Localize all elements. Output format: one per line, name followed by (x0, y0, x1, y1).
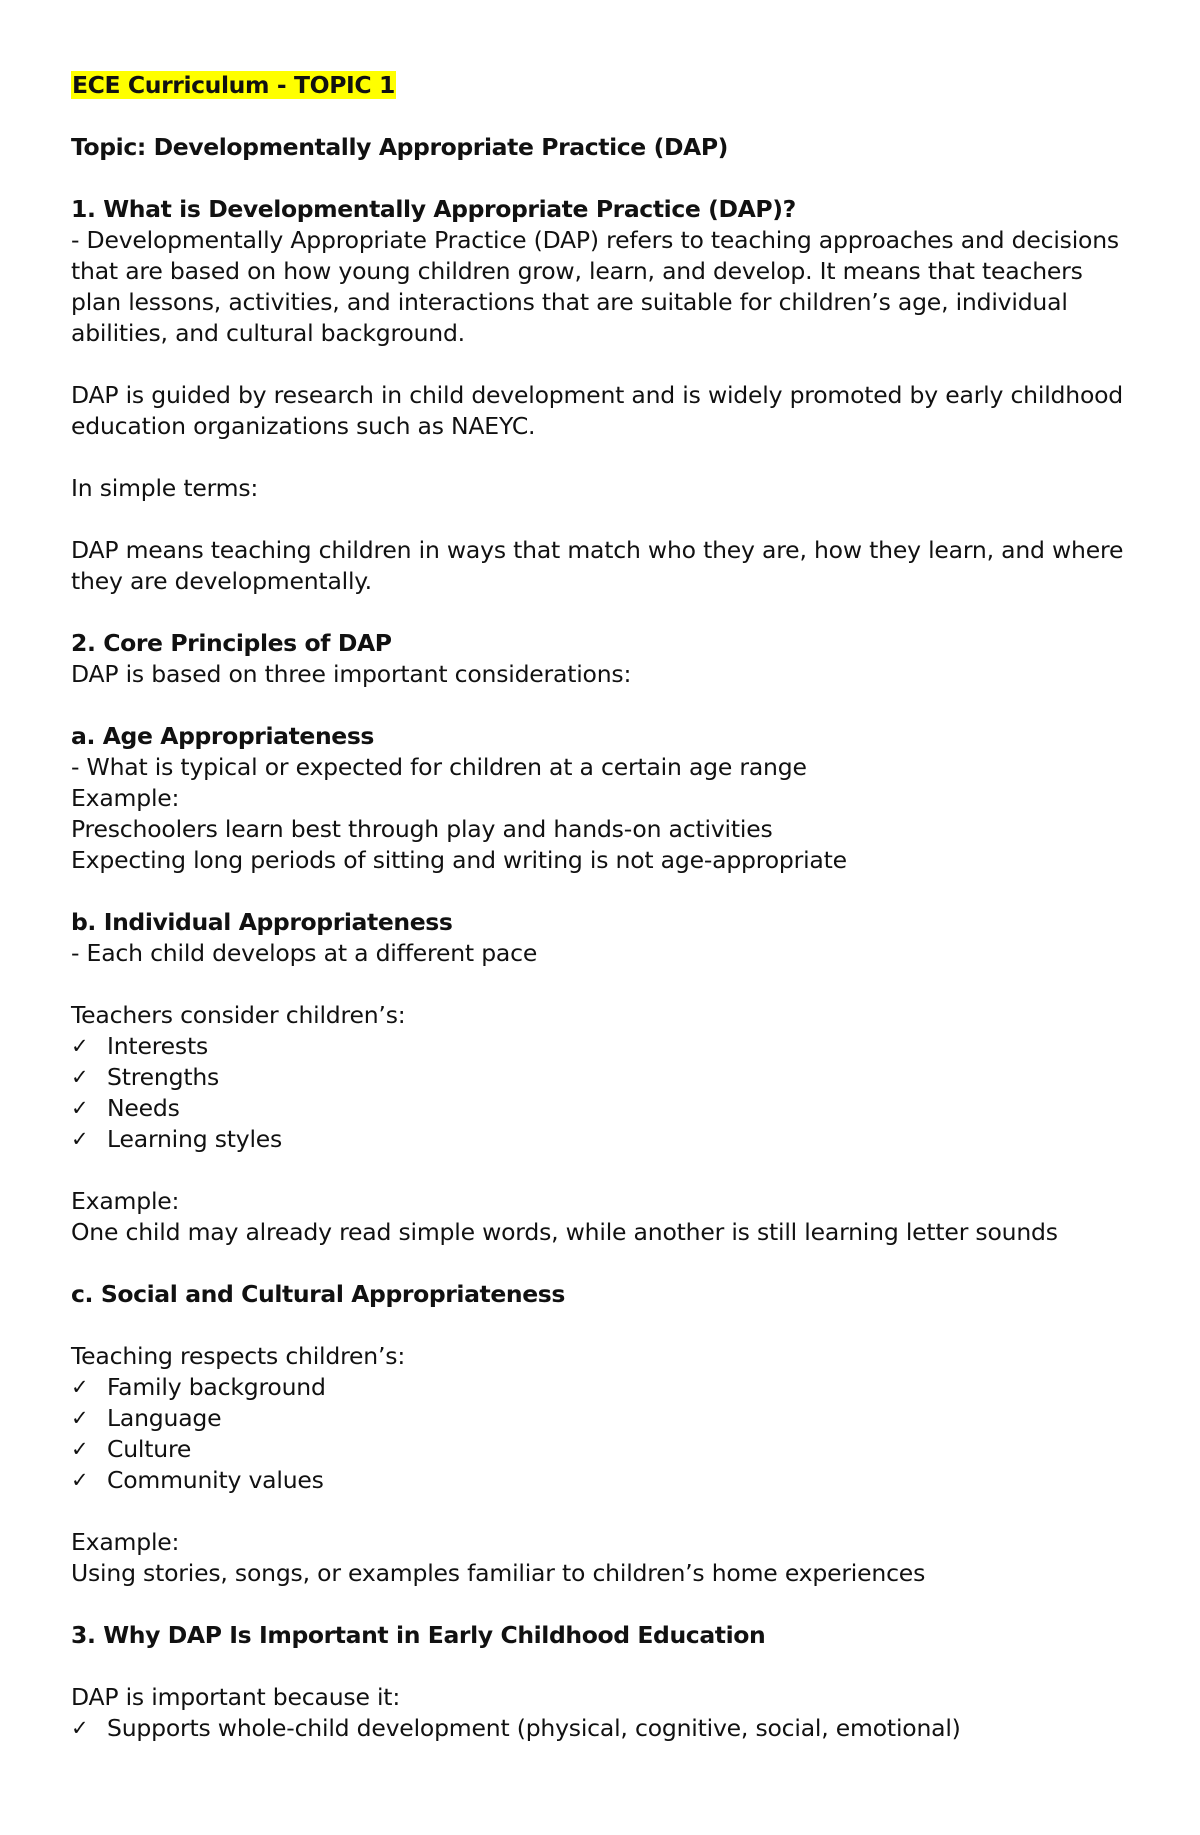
section-2-heading: 2. Core Principles of DAP (71, 629, 392, 657)
checkmark-icon: ✓ (71, 1065, 89, 1089)
topic-heading: Topic: Developmentally Appropriate Practice (DAP) (71, 133, 729, 161)
spacer (71, 1248, 1131, 1279)
spacer (71, 349, 1131, 380)
spacer (71, 1589, 1131, 1620)
spacer (71, 442, 1131, 473)
section-2-intro: DAP is based on three important considerations: (71, 660, 632, 688)
checkmark-icon: ✓ (71, 1716, 89, 1740)
check-list-item (71, 1403, 1131, 1434)
check-list-item (71, 1434, 1131, 1465)
spacer (71, 1310, 1131, 1341)
spacer (71, 163, 1131, 194)
section-3-intro: DAP is important because it: (71, 1683, 401, 1711)
spacer (71, 1496, 1131, 1527)
check-list-label: Supports whole-child development (physical, cognitive, social, emotional) (107, 1714, 961, 1742)
checkmark-icon: ✓ (71, 1127, 89, 1151)
section-3-heading: 3. Why DAP Is Important in Early Childhood Education (71, 1621, 766, 1649)
check-list-label: Needs (107, 1094, 180, 1122)
spacer (71, 969, 1131, 1000)
checkmark-icon: ✓ (71, 1375, 89, 1399)
simple-terms-line: they are developmentally. (71, 567, 372, 595)
subsection-c-respects: Teaching respects children’s: (71, 1342, 406, 1370)
subsection-a-example: Preschoolers learn best through play and hands-on activities (71, 815, 773, 843)
simple-terms-label: In simple terms: (71, 474, 259, 502)
subsection-a-heading: a. Age Appropriateness (71, 722, 374, 750)
spacer (71, 1651, 1131, 1682)
title-highlight: ECE Curriculum - TOPIC 1 (72, 71, 395, 99)
subsection-b-desc: - Each child develops at a different pace (71, 939, 538, 967)
check-list-item (71, 1465, 1131, 1496)
section-1-line: that are based on how young children grow, learn, and develop. It means that teachers (71, 257, 1083, 285)
checkmark-icon: ✓ (71, 1437, 89, 1461)
section-1-line: - Developmentally Appropriate Practice (DAP) refers to teaching approaches and decisions (71, 226, 1119, 254)
check-list-label: Culture (107, 1435, 192, 1463)
spacer (71, 597, 1131, 628)
checkmark-icon: ✓ (71, 1034, 89, 1058)
check-list-item (71, 1372, 1131, 1403)
document-title (71, 70, 1131, 101)
check-list-label: Language (107, 1404, 222, 1432)
subsection-a-example: Expecting long periods of sitting and writing is not age-appropriate (71, 846, 847, 874)
checkmark-icon: ✓ (71, 1406, 89, 1430)
spacer (71, 504, 1131, 535)
subsection-a-example-label: Example: (71, 784, 180, 812)
spacer (71, 1155, 1131, 1186)
simple-terms-line: DAP means teaching children in ways that match who they are, how they learn, and where (71, 536, 1124, 564)
document-page (71, 70, 1131, 1744)
checkmark-icon: ✓ (71, 1096, 89, 1120)
subsection-c-example: Using stories, songs, or examples familiar to children’s home experiences (71, 1559, 926, 1587)
check-list-item (71, 1093, 1131, 1124)
section-1-heading: 1. What is Developmentally Appropriate Practice (DAP)? (71, 195, 796, 223)
subsection-b-example-label: Example: (71, 1187, 180, 1215)
check-list-item (71, 1713, 1131, 1744)
check-list-label: Learning styles (107, 1125, 283, 1153)
check-list-label: Family background (107, 1373, 326, 1401)
check-list-item (71, 1031, 1131, 1062)
subsection-b-example: One child may already read simple words, while another is still learning letter sounds (71, 1218, 1058, 1246)
check-list-label: Interests (107, 1032, 209, 1060)
check-list-label: Strengths (107, 1063, 220, 1091)
spacer (71, 101, 1131, 132)
checkmark-icon: ✓ (71, 1468, 89, 1492)
check-list-item (71, 1062, 1131, 1093)
subsection-b-heading: b. Individual Appropriateness (71, 908, 453, 936)
section-1-line: plan lessons, activities, and interactions that are suitable for children’s age, individual (71, 288, 1068, 316)
section-1-line: abilities, and cultural background. (71, 319, 465, 347)
check-list-item (71, 1124, 1131, 1155)
check-list-label: Community values (107, 1466, 324, 1494)
subsection-b-consider: Teachers consider children’s: (71, 1001, 406, 1029)
section-1-research-line: DAP is guided by research in child development and is widely promoted by early childhood (71, 381, 1124, 409)
subsection-c-heading: c. Social and Cultural Appropriateness (71, 1280, 565, 1308)
subsection-a-desc: - What is typical or expected for children at a certain age range (71, 753, 807, 781)
subsection-c-example-label: Example: (71, 1528, 180, 1556)
spacer (71, 690, 1131, 721)
section-1-research-line: education organizations such as NAEYC. (71, 412, 536, 440)
spacer (71, 876, 1131, 907)
